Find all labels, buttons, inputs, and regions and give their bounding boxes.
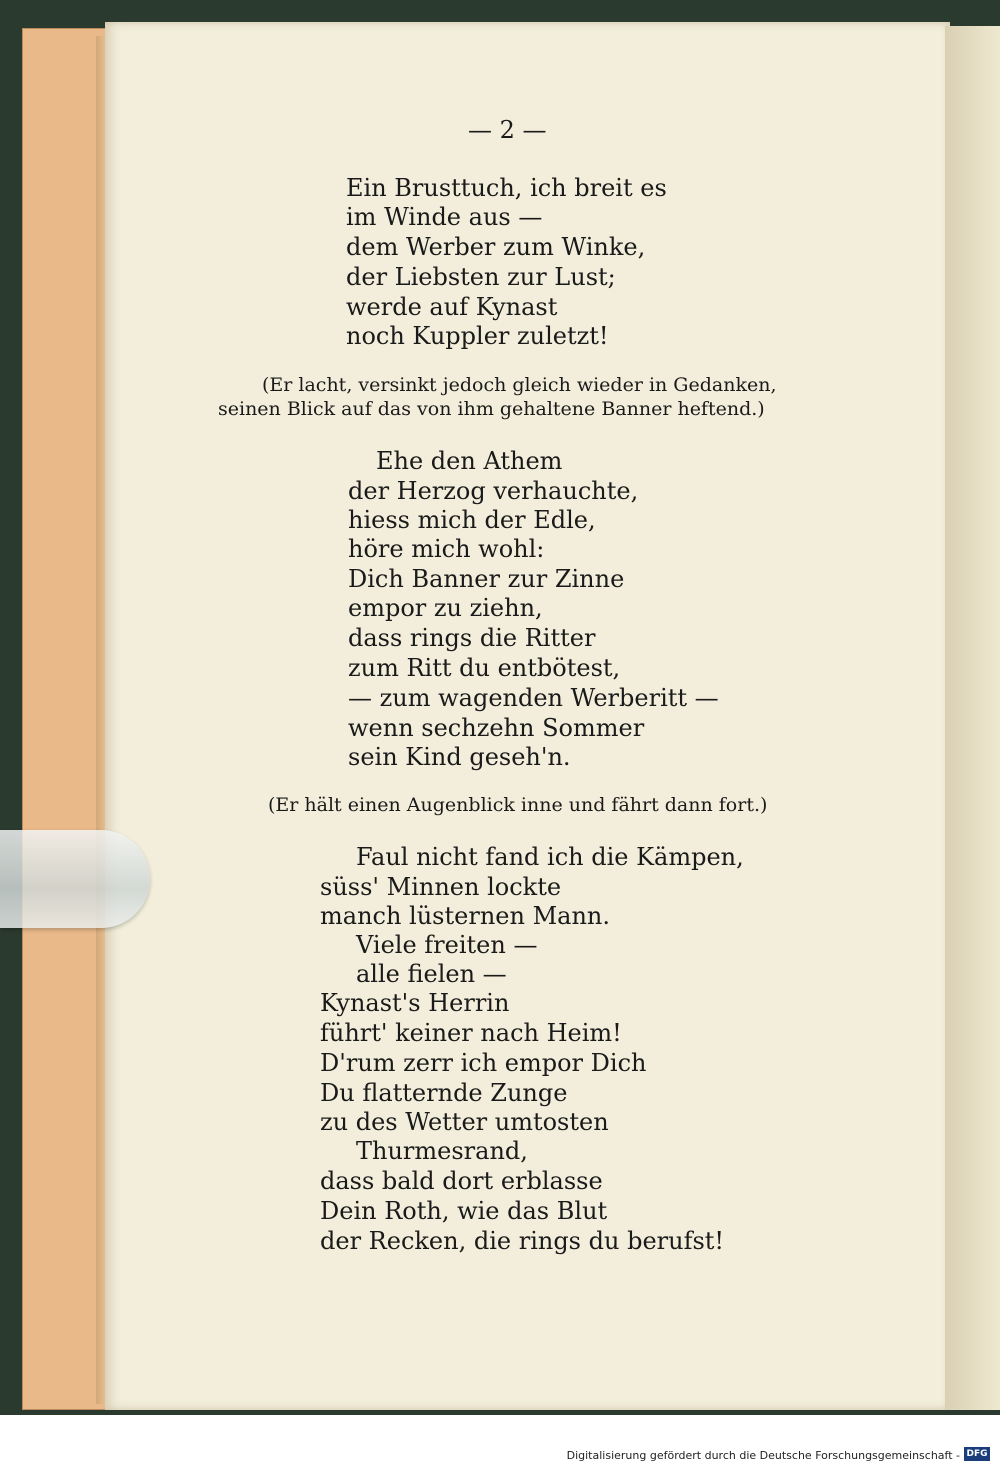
verse-line: Faul nicht fand ich die Kämpen, bbox=[356, 843, 744, 871]
verse-line: empor zu ziehn, bbox=[348, 594, 543, 622]
verse-line: Kynast's Herrin bbox=[320, 989, 510, 1017]
verse-line: dass rings die Ritter bbox=[348, 624, 596, 652]
verse-line: dass bald dort erblasse bbox=[320, 1167, 603, 1195]
stage-direction-line: (Er lacht, versinkt jedoch gleich wieder in Gedanken, bbox=[262, 374, 777, 396]
verse-line: noch Kuppler zuletzt! bbox=[346, 322, 609, 350]
verse-line: werde auf Kynast bbox=[346, 293, 558, 321]
footer-credit: Digitalisierung gefördert durch die Deutsche Forschungsgemeinschaft - bbox=[566, 1449, 960, 1462]
verse-line: der Recken, die rings du berufst! bbox=[320, 1227, 725, 1255]
verse-line: der Herzog verhauchte, bbox=[348, 477, 639, 505]
next-page-edge bbox=[945, 26, 1000, 1410]
stage-direction-2: (Er hält einen Augenblick inne und fährt dann fort.) bbox=[268, 794, 768, 816]
verse-line: der Liebsten zur Lust; bbox=[346, 263, 616, 291]
verse-line: höre mich wohl: bbox=[348, 535, 545, 563]
verse-line: — zum wagenden Werberitt — bbox=[348, 684, 719, 712]
dfg-logo-icon: DFG bbox=[964, 1447, 990, 1461]
verse-line: Viele freiten — bbox=[356, 931, 538, 959]
verse-line: Du flatternde Zunge bbox=[320, 1079, 568, 1107]
verse-line: süss' Minnen lockte bbox=[320, 873, 562, 901]
verse-line: Thurmesrand, bbox=[356, 1137, 528, 1165]
verse-line: Ehe den Athem bbox=[376, 447, 563, 475]
verse-line: zu des Wetter umtosten bbox=[320, 1108, 609, 1136]
stage-direction-line: seinen Blick auf das von ihm gehaltene Banner heftend.) bbox=[218, 398, 765, 420]
verse-line: manch lüsternen Mann. bbox=[320, 902, 610, 930]
verse-line: Ein Brusttuch, ich breit es bbox=[346, 174, 667, 202]
verse-line: D'rum zerr ich empor Dich bbox=[320, 1049, 647, 1077]
verse-line: führt' keiner nach Heim! bbox=[320, 1019, 622, 1047]
verse-line: alle fielen — bbox=[356, 960, 507, 988]
verse-line: wenn sechzehn Sommer bbox=[348, 714, 645, 742]
verse-line: Dein Roth, wie das Blut bbox=[320, 1197, 608, 1225]
verse-line: im Winde aus — bbox=[346, 203, 543, 231]
page-clip bbox=[0, 830, 150, 928]
verse-line: dem Werber zum Winke, bbox=[346, 233, 646, 261]
verse-line: zum Ritt du entbötest, bbox=[348, 654, 621, 682]
verse-line: sein Kind geseh'n. bbox=[348, 743, 571, 771]
verse-line: hiess mich der Edle, bbox=[348, 506, 596, 534]
verse-line: Dich Banner zur Zinne bbox=[348, 565, 625, 593]
page-number: — 2 — bbox=[468, 116, 547, 144]
